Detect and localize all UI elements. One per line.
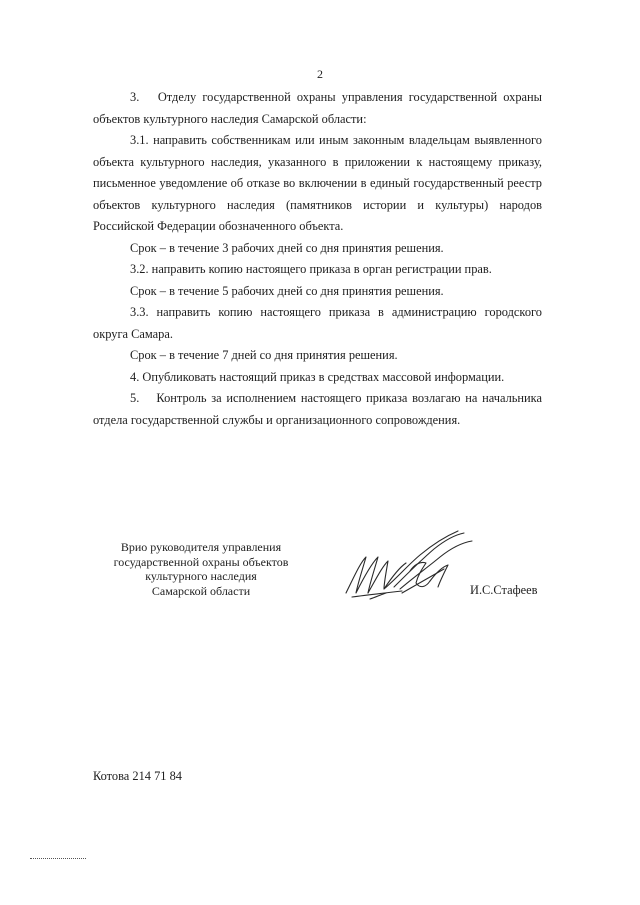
paragraph-4: 4. Опубликовать настоящий приказ в средствах массовой информации. bbox=[130, 369, 505, 384]
document-body bbox=[93, 87, 542, 431]
signatory-position-line: Врио руководителя управления bbox=[120, 540, 282, 554]
deadline-3-2: Срок – в течение 5 рабочих дней со дня принятия решения. bbox=[130, 283, 444, 298]
executor-contact: Котова 214 71 84 bbox=[93, 769, 182, 783]
paragraph-5: 5. Контроль за исполнением настоящего приказа возлагаю на начальника отдела государственной службы и организационного сопровождения. bbox=[93, 391, 542, 427]
paragraph-3-3: 3.3. направить копию настоящего приказа в администрацию городского округа Самара. bbox=[93, 305, 542, 341]
signatory-position-line: Самарской области bbox=[151, 583, 251, 598]
deadline-3-3: Срок – в течение 7 дней со дня принятия решения. bbox=[130, 348, 398, 362]
handwritten-signature bbox=[340, 527, 480, 609]
signatory-position-line: государственной охраны объектов bbox=[113, 554, 289, 569]
signatory-position bbox=[103, 540, 299, 598]
paragraph-3-1: 3.1. направить собственникам или иным законным владельцам выявленного объекта культурного наследия, указанного в приложении к настоящему приказу, письменное уведомление об отказе во включении в единый государственный реестр объектов культурного наследия (памятников истории и культуры) народов Российской Федерации обозначенного объекта. bbox=[93, 133, 542, 233]
deadline-3-1: Срок – в течение 3 рабочих дней со дня принятия решения. bbox=[130, 240, 444, 255]
page-number: 2 bbox=[317, 67, 323, 81]
footer-divider bbox=[30, 858, 86, 859]
signatory-name: И.С.Стафеев bbox=[470, 583, 538, 597]
paragraph-3: 3. Отделу государственной охраны управления государственной охраны объектов культурного наследия Самарской области: bbox=[93, 90, 542, 126]
paragraph-3-2: 3.2. направить копию настоящего приказа в орган регистрации прав. bbox=[130, 262, 492, 276]
signatory-position-line: культурного наследия bbox=[145, 569, 257, 583]
